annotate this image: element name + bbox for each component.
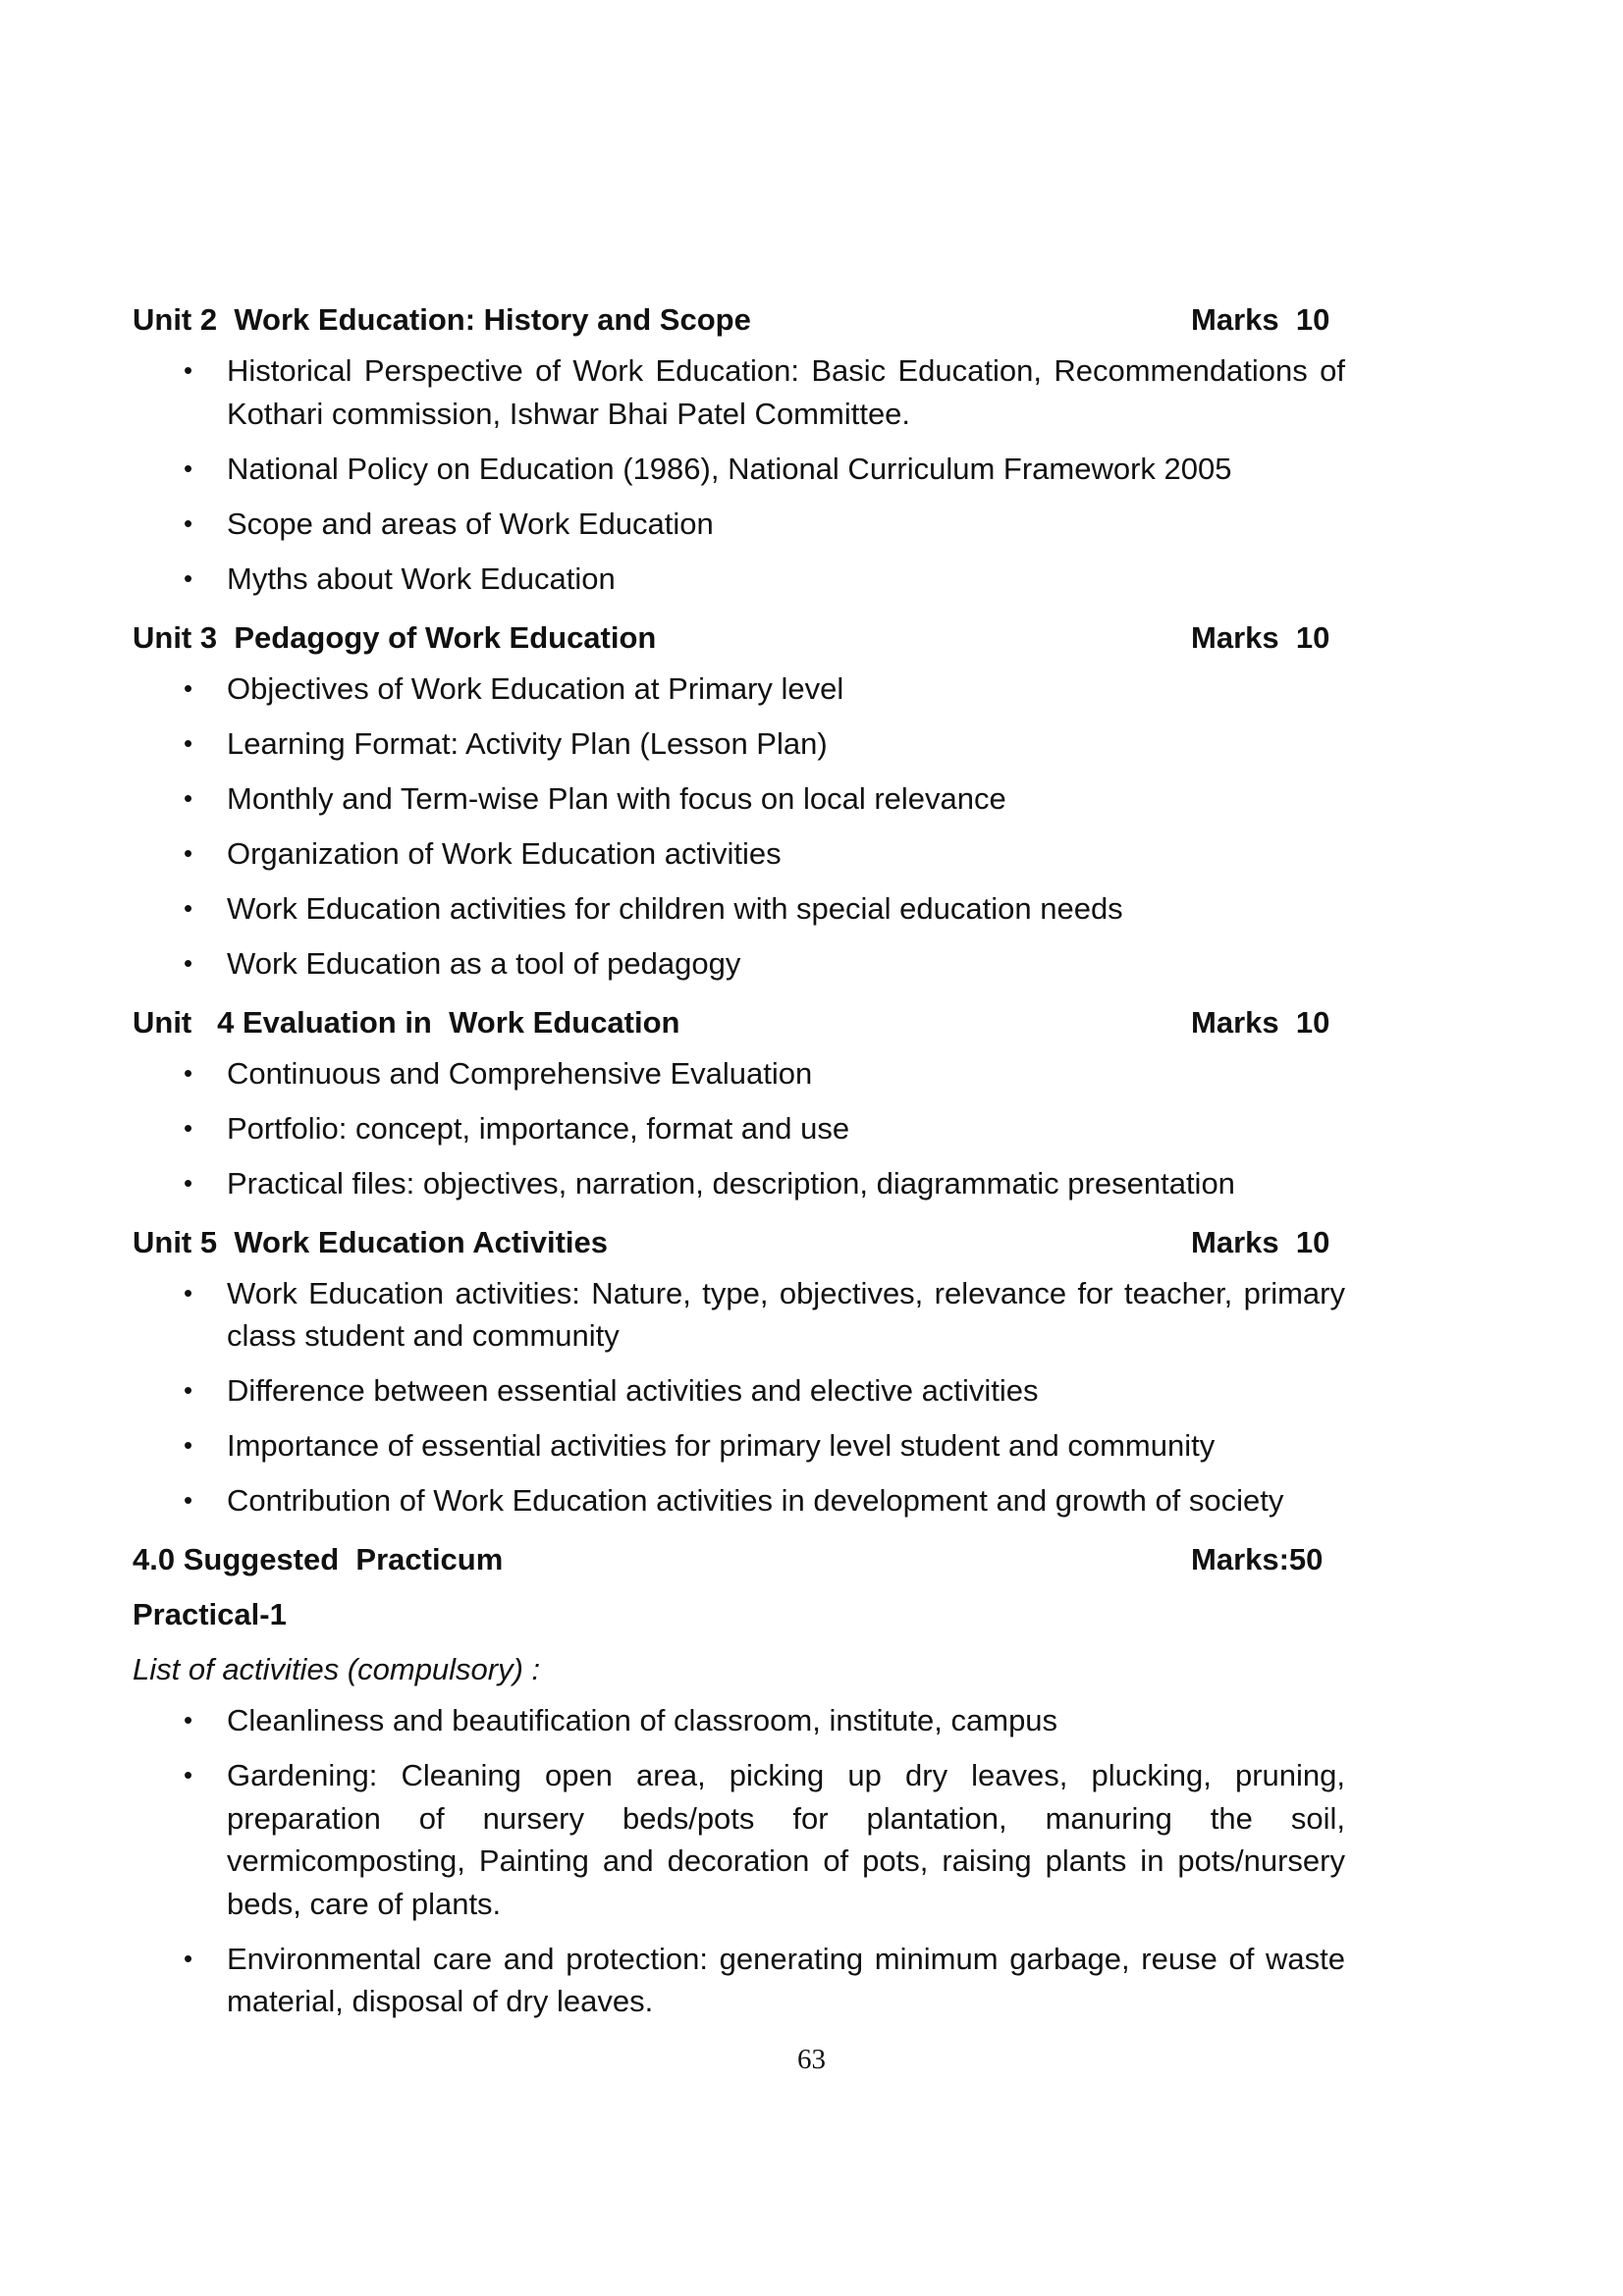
bullet-icon: • — [184, 947, 193, 978]
bullet-icon: • — [184, 1705, 193, 1735]
list-item: • Historical Perspective of Work Education: Basic Education, Recommendations of Kothari commission, Ishwar Bhai Patel Committee. — [133, 349, 1345, 435]
practicum-heading — [133, 1534, 1345, 1589]
bullet-icon: • — [184, 1057, 193, 1088]
list-item: • Scope and areas of Work Education — [133, 503, 1345, 546]
unit-4-list — [133, 1052, 1345, 1205]
bullet-icon: • — [184, 1943, 193, 1973]
unit-marks: Marks 10 — [1191, 619, 1330, 655]
list-item: • Practical files: objectives, narration, description, diagrammatic presentation — [133, 1162, 1345, 1205]
page-number: 63 — [797, 2044, 826, 2075]
list-item: • Importance of essential activities for primary level student and community — [133, 1424, 1345, 1468]
list-item: • National Policy on Education (1986), National Curriculum Framework 2005 — [133, 448, 1345, 491]
practicum-marks: Marks:50 — [1191, 1542, 1324, 1576]
bullet-icon: • — [184, 1167, 193, 1198]
unit-title: Unit 2 Work Education: History and Scope — [133, 302, 751, 337]
bullet-icon: • — [184, 782, 193, 813]
practicum-list — [133, 1699, 1345, 2023]
unit-marks: Marks 10 — [1191, 302, 1330, 337]
activities-intro: List of activities (compulsory) : — [133, 1652, 541, 1686]
list-item: • Difference between essential activities and elective activities — [133, 1369, 1345, 1413]
list-item: • Gardening: Cleaning open area, picking up dry leaves, plucking, pruning, preparation of nursery beds/pots for plantation, manuring the soil, vermicomposting, Painting and decoration of pots, raising plants in pots/nursery beds, care of plants. — [133, 1754, 1345, 1925]
list-item: • Monthly and Term-wise Plan with focus on local relevance — [133, 777, 1345, 821]
bullet-icon: • — [184, 1277, 193, 1308]
bullet-icon: • — [184, 1760, 193, 1789]
unit-5-list — [133, 1272, 1345, 1522]
list-item: • Organization of Work Education activities — [133, 832, 1345, 876]
list-item: • Portfolio: concept, importance, format and use — [133, 1107, 1345, 1150]
unit-2-list — [133, 349, 1345, 600]
bullet-icon: • — [184, 672, 193, 703]
bullet-icon: • — [184, 727, 193, 758]
practical-label: Practical-1 — [133, 1597, 287, 1631]
list-item: • Myths about Work Education — [133, 558, 1345, 601]
unit-4-heading — [133, 997, 1345, 1052]
bullet-icon: • — [184, 1375, 193, 1405]
unit-title: Unit 4 Evaluation in Work Education — [133, 1004, 680, 1040]
list-item: • Environmental care and protection: generating minimum garbage, reuse of waste material, disposal of dry leaves. — [133, 1938, 1345, 2023]
unit-title: Unit 5 Work Education Activities — [133, 1224, 609, 1259]
unit-3-list — [133, 667, 1345, 986]
unit-5-heading — [133, 1217, 1345, 1272]
unit-3-heading — [133, 613, 1345, 667]
bullet-icon: • — [184, 562, 193, 593]
list-item: • Work Education activities: Nature, type, objectives, relevance for teacher, primary class student and community — [133, 1272, 1345, 1358]
list-item: • Contribution of Work Education activities in development and growth of society — [133, 1479, 1345, 1522]
document-page — [133, 294, 1345, 2035]
unit-marks: Marks 10 — [1191, 1224, 1330, 1259]
unit-title: Unit 3 Pedagogy of Work Education — [133, 619, 657, 655]
bullet-icon: • — [184, 355, 193, 385]
bullet-icon: • — [184, 453, 193, 483]
bullet-icon: • — [184, 1430, 193, 1460]
practicum-title: 4.0 Suggested Practicum — [133, 1542, 504, 1576]
list-item: • Continuous and Comprehensive Evaluation — [133, 1052, 1345, 1095]
bullet-icon: • — [184, 892, 193, 923]
list-item: • Learning Format: Activity Plan (Lesson Plan) — [133, 722, 1345, 766]
bullet-icon: • — [184, 1485, 193, 1515]
list-item: • Objectives of Work Education at Primary level — [133, 667, 1345, 711]
bullet-icon: • — [184, 1112, 193, 1143]
list-item: • Cleanliness and beautification of classroom, institute, campus — [133, 1699, 1345, 1742]
bullet-icon: • — [184, 507, 193, 538]
list-item: • Work Education activities for children with special education needs — [133, 887, 1345, 931]
bullet-icon: • — [184, 837, 193, 868]
unit-2-heading — [133, 294, 1345, 349]
list-item: • Work Education as a tool of pedagogy — [133, 942, 1345, 986]
unit-marks: Marks 10 — [1191, 1004, 1330, 1040]
